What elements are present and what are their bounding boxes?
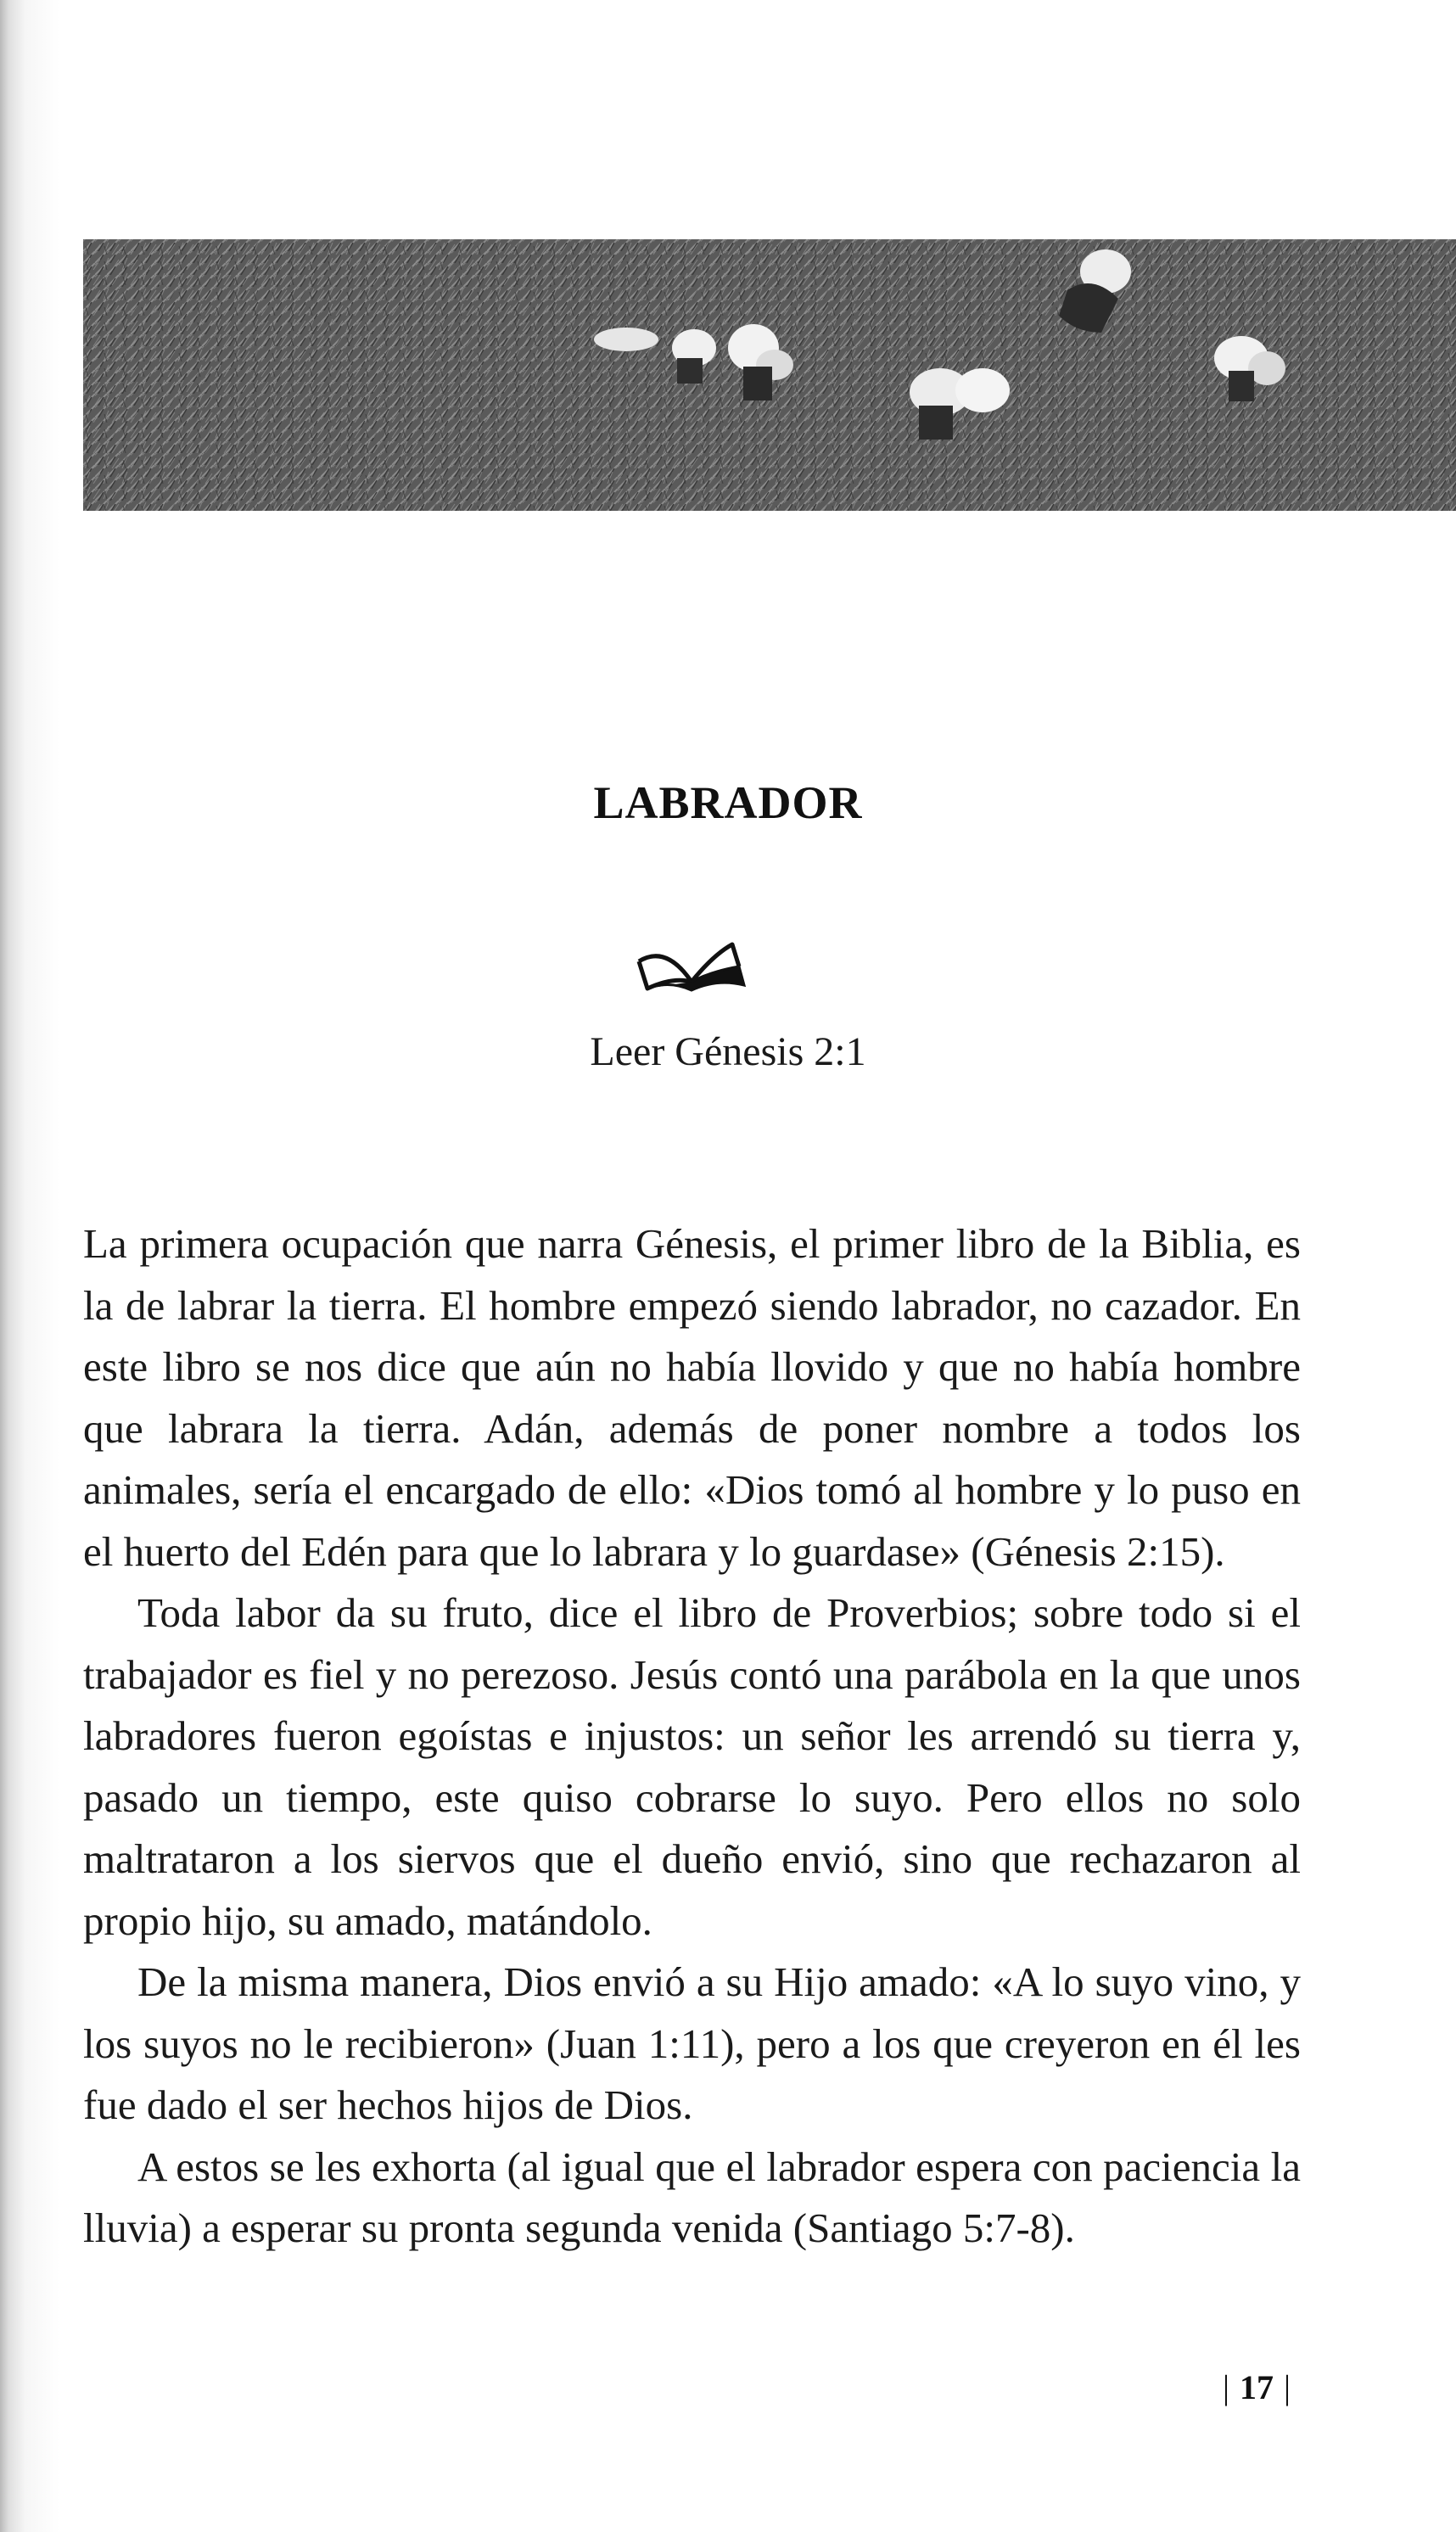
paragraph: A estos se les exhorta (al igual que el labrador espera con paciencia la lluvia) a esperar su pronta segunda venida (Santiago 5:7-8). (83, 2143, 1301, 2251)
page-number: | 17 | (1222, 2368, 1291, 2406)
paragraph: Toda labor da su fruto, dice el libro de Proverbios; sobre todo si el trabajador es fiel y no perezoso. Jesús contó una parábola en la que unos labradores fueron egoístas e injustos: un señor les arrendó su tierra y, pasado un tiempo, este quiso cobrarse lo suyo. Pero ellos no solo maltrataron a los siervos que el dueño envió, sino que rechazaron al propio hijo, su amado, matándolo. (83, 1589, 1301, 1944)
paragraph: La primera ocupación que narra Génesis, el primer libro de la Biblia, es la de labrar la tierra. El hombre empezó siendo labrador, no cazador. En este libro se nos dice que aún no había llovido y que no había hombre que labrara la tierra. Adán, además de poner nombre a todos los animales, sería el encargado de ello: «Dios tomó al hombre y lo puso en el huerto del Edén para que lo labrara y lo guardase» (Génesis 2:15). (83, 1220, 1301, 1575)
page-number-value: 17 (1239, 2368, 1274, 2406)
chapter-title: LABRADOR (593, 777, 863, 828)
devotional-body (83, 1213, 1301, 2260)
open-book-icon (632, 929, 751, 997)
scripture-reference: Leer Génesis 2:1 (590, 1029, 866, 1074)
field-workers-photo (83, 239, 1456, 511)
paragraph: De la misma manera, Dios envió a su Hijo amado: «A lo suyo vino, y los suyos no le recibieron» (Juan 1:11), pero a los que creyeron en él les fue dado el ser hechos hijos de Dios. (83, 1958, 1301, 2128)
